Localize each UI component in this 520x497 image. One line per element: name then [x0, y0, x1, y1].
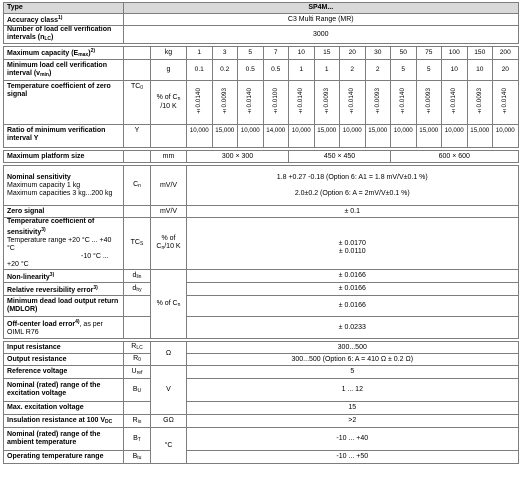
volt-unit: V [151, 366, 187, 415]
accuracy-value: C3 Multi Range (MR) [124, 14, 519, 26]
excitation-label: Nominal (rated) range of the excitation voltage [4, 379, 124, 402]
max-excitation-symbol [124, 402, 151, 415]
insulation-value: >2 [187, 415, 519, 428]
ratio-label: Ratio of minimum verification interval Y [4, 125, 124, 148]
zero-signal-label: Zero signal [4, 206, 124, 218]
capacity-label: Maximum capacity $(E_{max})^{2)}$ [4, 47, 124, 60]
ratio-unit [151, 125, 187, 148]
operating-value: -10 ... +50 [187, 451, 519, 464]
ambient-row [4, 428, 519, 451]
ratio-cell: 14,000 [263, 125, 289, 148]
intervals-label: Number of load cell verification intervals $(n_{LC})$ [4, 26, 124, 44]
max-excitation-label: Max. excitation voltage [4, 402, 124, 415]
off-center-label: Off-center load error$^{4)}$, as per OIML R76 [4, 317, 124, 339]
capacity-cell: 200 [493, 47, 519, 60]
sensitivity-label: Nominal sensitivity Maximum capacity 1 kg Maximum capacities 3 kg...200 kg [4, 166, 124, 206]
zero-signal-unit: mV/V [151, 206, 187, 218]
excitation-symbol: $B_U$ [124, 379, 151, 402]
output-resistance-symbol: $R_0$ [124, 354, 151, 366]
tc-zero-cell: ±0.0093 [365, 81, 391, 125]
min-interval-symbol [124, 60, 151, 81]
nonlinearity-value: ± 0.0166 [187, 270, 519, 283]
celsius-unit: °C [151, 428, 187, 464]
output-resistance-row [4, 354, 519, 366]
capacity-cell: 5 [238, 47, 264, 60]
off-center-symbol [124, 317, 151, 339]
tc-sensitivity-value: ± 0.0170 ± 0.0110 [187, 218, 519, 270]
min-interval-cell: 0.5 [263, 60, 289, 81]
reference-voltage-value: 5 [187, 366, 519, 379]
tc-zero-row [4, 81, 519, 125]
dead-load-value: ± 0.0166 [187, 296, 519, 317]
ratio-cell: 15,000 [365, 125, 391, 148]
platform-size-small: 300 × 300 [187, 151, 289, 163]
tc-sensitivity-label: Temperature coefficient of sensitivity$^{3)}$ Temperature range +20 °C ... +40 °C -10 °C ... +20 °C [4, 218, 124, 270]
capacity-cell: 10 [289, 47, 315, 60]
min-interval-cell: 5 [391, 60, 417, 81]
input-resistance-symbol: $R_{LC}$ [124, 342, 151, 354]
capacity-cell: 7 [263, 47, 289, 60]
ratio-cell: 15,000 [416, 125, 442, 148]
nonlinearity-row [4, 270, 519, 283]
intervals-value: 3000 [124, 26, 519, 44]
tc-zero-label: Temperature coefficient of zero signal [4, 81, 124, 125]
capacity-symbol [124, 47, 151, 60]
platform-size-medium: 450 × 450 [289, 151, 391, 163]
tc-zero-cell: ±0.0140 [238, 81, 264, 125]
ambient-value: -10 ... +40 [187, 428, 519, 451]
reference-voltage-row [4, 366, 519, 379]
ratio-cell: 10,000 [340, 125, 366, 148]
input-resistance-value: 300...500 [187, 342, 519, 354]
ratio-cell: 10,000 [238, 125, 264, 148]
tc-zero-unit: % of $C_n$ /10 K [151, 81, 187, 125]
capacity-cell: 50 [391, 47, 417, 60]
header-row [4, 3, 519, 14]
platform-row [4, 151, 519, 163]
percent-cn-unit: % of $C_n$ [151, 270, 187, 339]
ratio-cell: 10,000 [493, 125, 519, 148]
ratio-cell: 10,000 [391, 125, 417, 148]
zero-signal-symbol [124, 206, 151, 218]
tc-zero-cell: ±0.0093 [467, 81, 493, 125]
platform-label: Maximum platform size [4, 151, 124, 163]
insulation-label: Insulation resistance at 100 $V_{DC}$ [4, 415, 124, 428]
min-interval-cell: 10 [467, 60, 493, 81]
tc-zero-cell: ±0.0093 [212, 81, 238, 125]
min-interval-cell: 0.1 [187, 60, 213, 81]
nonlinearity-symbol: $d_{lin}$ [124, 270, 151, 283]
nonlinearity-label: Non-linearity$^{3)}$ [4, 270, 124, 283]
excitation-row [4, 379, 519, 402]
capacity-cell: 30 [365, 47, 391, 60]
insulation-row [4, 415, 519, 428]
ratio-cell: 10,000 [442, 125, 468, 148]
input-resistance-row [4, 342, 519, 354]
max-excitation-row [4, 402, 519, 415]
min-interval-unit: g [151, 60, 187, 81]
tc-sensitivity-row [4, 218, 519, 270]
ratio-cell: 15,000 [314, 125, 340, 148]
min-interval-cell: 5 [416, 60, 442, 81]
zero-signal-row [4, 206, 519, 218]
min-interval-cell: 1 [314, 60, 340, 81]
tc-zero-cell: ±0.0093 [314, 81, 340, 125]
min-interval-label: Minimum load cell verification interval $(v_{min})$ [4, 60, 124, 81]
dead-load-label: Minimum dead load output return (MDLOR) [4, 296, 124, 317]
capacity-cell: 1 [187, 47, 213, 60]
dead-load-row [4, 296, 519, 317]
ratio-cell: 10,000 [289, 125, 315, 148]
min-interval-cell: 0.5 [238, 60, 264, 81]
tc-zero-cell: ±0.0140 [187, 81, 213, 125]
tc-zero-cell: ±0.0100 [263, 81, 289, 125]
operating-label: Operating temperature range [4, 451, 124, 464]
ratio-cell: 15,000 [467, 125, 493, 148]
capacity-cell: 20 [340, 47, 366, 60]
ambient-symbol: $B_T$ [124, 428, 151, 451]
output-resistance-value: 300...500 (Option 6: A = 410 Ω ± 0.2 Ω) [187, 354, 519, 366]
operating-symbol: $B_{tu}$ [124, 451, 151, 464]
tc-sensitivity-symbol: $TC_S$ [124, 218, 151, 270]
reversibility-value: ± 0.0166 [187, 283, 519, 296]
reversibility-row [4, 283, 519, 296]
capacity-cell: 100 [442, 47, 468, 60]
min-interval-cell: 1 [289, 60, 315, 81]
ratio-row [4, 125, 519, 148]
capacity-cell: 75 [416, 47, 442, 60]
accuracy-label: Accuracy class$^{1)}$ [4, 14, 124, 26]
reference-voltage-label: Reference voltage [4, 366, 124, 379]
model-name: SP4M... [124, 3, 519, 14]
max-excitation-value: 15 [187, 402, 519, 415]
specifications-table [3, 2, 519, 464]
capacity-cell: 150 [467, 47, 493, 60]
sensitivity-unit: mV/V [151, 166, 187, 206]
tc-zero-cell: ±0.0140 [289, 81, 315, 125]
ohm-unit: Ω [151, 342, 187, 366]
platform-symbol [124, 151, 151, 163]
min-interval-cell: 20 [493, 60, 519, 81]
min-interval-cell: 10 [442, 60, 468, 81]
tc-sensitivity-unit: % of $C_n/10$ K [151, 218, 187, 270]
operating-row [4, 451, 519, 464]
sensitivity-row [4, 166, 519, 206]
ratio-cell: 10,000 [187, 125, 213, 148]
ratio-cell: 15,000 [212, 125, 238, 148]
min-interval-cell: 2 [365, 60, 391, 81]
tc-zero-cell: ±0.0140 [493, 81, 519, 125]
off-center-row [4, 317, 519, 339]
sensitivity-value: 1.8 +0.27 -0.18 (Option 6: A1 = 1.8 mV/V±0.1 %) 2.0±0.2 (Option 6: A = 2mV/V±0.1 %) [187, 166, 519, 206]
type-label: Type [4, 3, 124, 14]
min-interval-cell: 0.2 [212, 60, 238, 81]
ratio-symbol: Y [124, 125, 151, 148]
capacity-cell: 3 [212, 47, 238, 60]
zero-signal-value: ± 0.1 [187, 206, 519, 218]
intervals-row [4, 26, 519, 44]
output-resistance-label: Output resistance [4, 354, 124, 366]
accuracy-row [4, 14, 519, 26]
insulation-symbol: $R_{is}$ [124, 415, 151, 428]
dead-load-symbol [124, 296, 151, 317]
tc-zero-cell: ±0.0140 [442, 81, 468, 125]
insulation-unit: GΩ [151, 415, 187, 428]
tc-zero-cell: ±0.0140 [391, 81, 417, 125]
reference-voltage-symbol: $U_{ref}$ [124, 366, 151, 379]
input-resistance-label: Input resistance [4, 342, 124, 354]
capacity-cell: 15 [314, 47, 340, 60]
min-interval-row [4, 60, 519, 81]
excitation-value: 1 ... 12 [187, 379, 519, 402]
off-center-value: ± 0.0233 [187, 317, 519, 339]
min-interval-cell: 2 [340, 60, 366, 81]
capacity-row [4, 47, 519, 60]
sensitivity-symbol: $C_n$ [124, 166, 151, 206]
platform-unit: mm [151, 151, 187, 163]
capacity-unit: kg [151, 47, 187, 60]
reversibility-symbol: $d_{hy}$ [124, 283, 151, 296]
tc-zero-symbol: $TC_0$ [124, 81, 151, 125]
tc-zero-cell: ±0.0140 [340, 81, 366, 125]
platform-size-large: 600 × 600 [391, 151, 519, 163]
reversibility-label: Relative reversibility error$^{3)}$ [4, 283, 124, 296]
ambient-label: Nominal (rated) range of the ambient temperature [4, 428, 124, 451]
tc-zero-cell: ±0.0093 [416, 81, 442, 125]
